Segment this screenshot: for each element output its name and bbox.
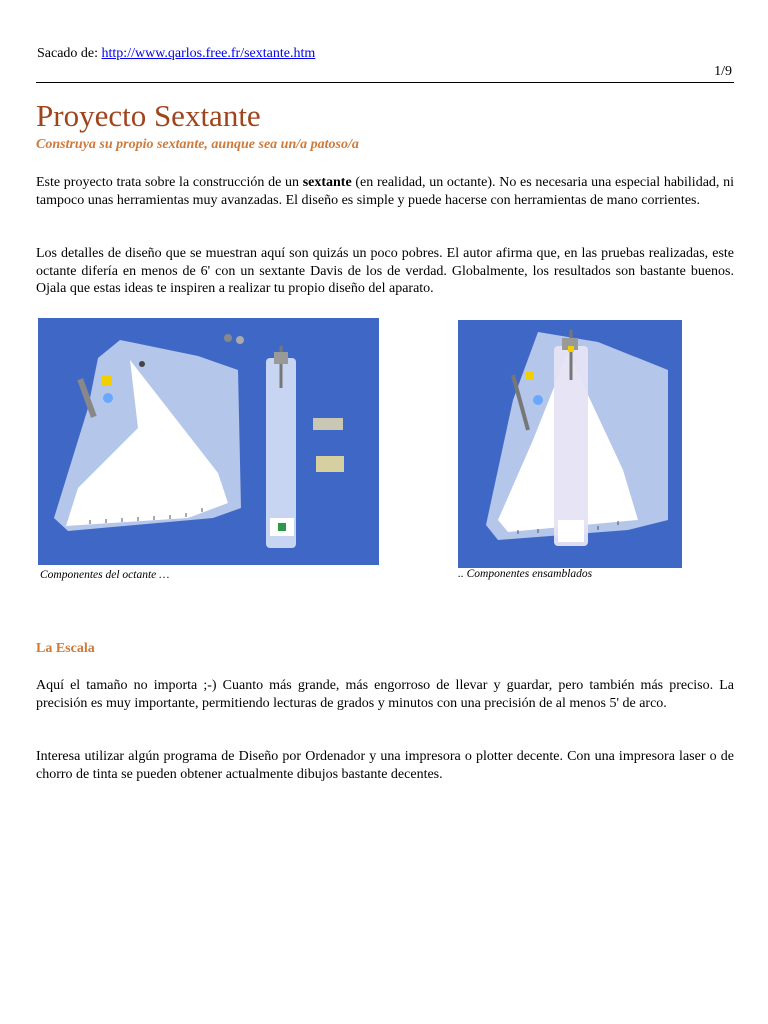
- intro-text-after: (en realidad, un octante). No es necesaria una especial habilidad, ni tampoco unas herramientas muy avanzadas. El diseño es simple y puede hacerse con herramientas de mano corrientes.: [36, 175, 734, 208]
- page-number: 1/9: [714, 64, 732, 79]
- source-link[interactable]: http://www.qarlos.free.fr/sextante.htm: [101, 46, 316, 61]
- page-title: Proyecto Sextante: [36, 98, 261, 133]
- assembled-photo: [458, 320, 682, 568]
- intro-text-before: Este proyecto trata sobre la construcción de un: [36, 175, 303, 190]
- page-subtitle: Construya su propio sextante, aunque sea un/a patoso/a: [36, 137, 359, 152]
- source-label: Sacado de:: [37, 46, 99, 61]
- assembled-illustration: [458, 320, 682, 568]
- details-paragraph: Los detalles de diseño que se muestran aquí son quizás un poco pobres. El autor afirma que, en las pruebas realizadas, este octante difería en menos de 6' con un sextante Davis de los de verdad. Globalmente, los resultados son bastante buenos. Ojala que estas ideas te inspiren a realizar tu propio diseño del aparato.: [36, 246, 734, 296]
- scale-paragraph-2: Interesa utilizar algún programa de Diseño por Ordenador y una impresora o plotter decente. Con una impresora laser o de chorro de tinta se pueden obtener actualmente dibujos bastante decentes.: [36, 749, 734, 782]
- components-photo: [38, 318, 379, 565]
- intro-keyword: sextante: [302, 175, 352, 190]
- scale-paragraph-1: Aquí el tamaño no importa ;-) Cuanto más grande, más engorroso de llevar y guardar, pero también más preciso. La precisión es muy importante, permitiendo lecturas de grados y minutos con una precisión de al menos 5' de arco.: [36, 678, 734, 711]
- header-divider: [36, 82, 734, 83]
- source-line: [37, 46, 315, 62]
- assembled-caption: .. Componentes ensamblados: [458, 568, 593, 580]
- intro-paragraph: [36, 174, 734, 209]
- components-illustration: [38, 318, 379, 565]
- components-caption: Componentes del octante …: [40, 569, 170, 581]
- section-heading: La Escala: [36, 641, 95, 656]
